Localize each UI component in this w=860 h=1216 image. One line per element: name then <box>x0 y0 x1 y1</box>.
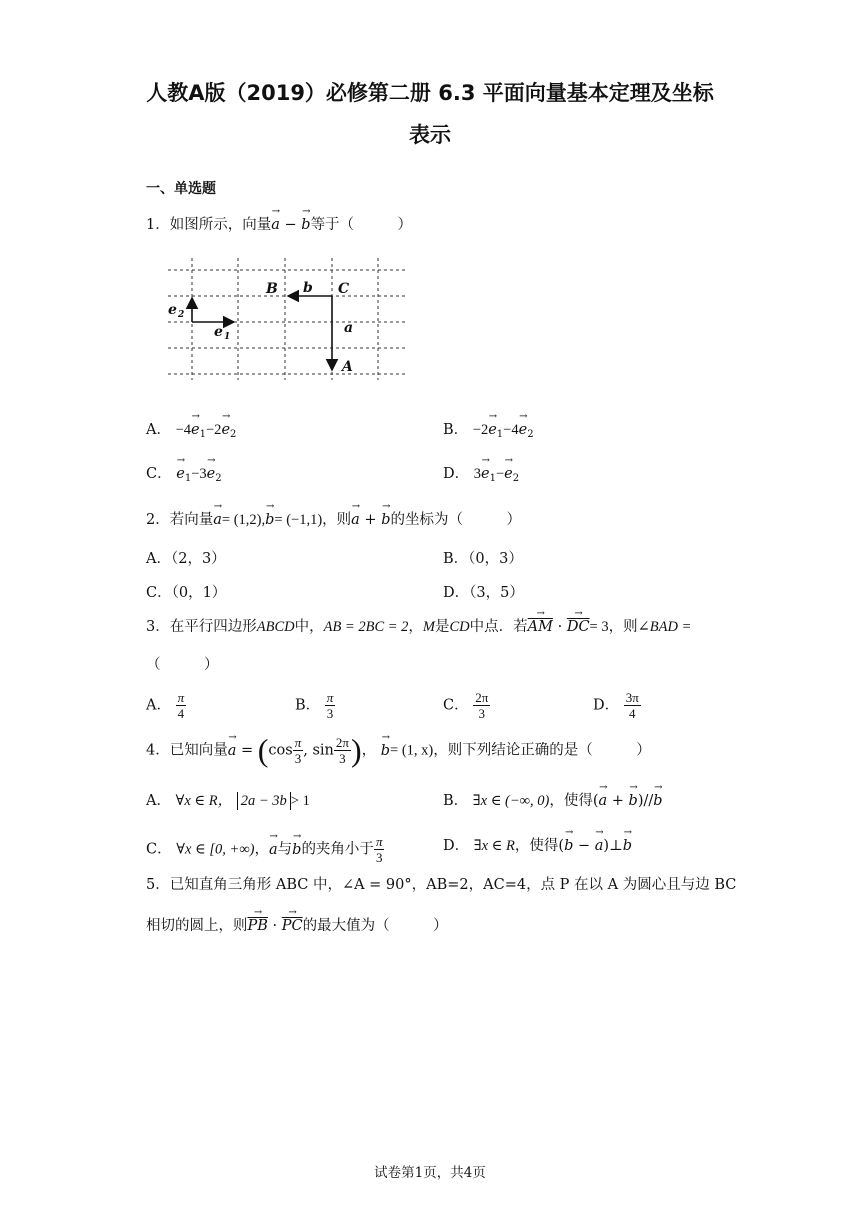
q1-text-post: 等于（ ） <box>310 217 413 233</box>
frac-num: 2π <box>335 735 349 750</box>
q2-text-mid: ，则 <box>322 512 352 528</box>
q3-text: 中点．若 <box>469 619 528 635</box>
q3-abcd: ABCD <box>256 619 295 635</box>
label-a: a <box>344 320 354 336</box>
q4-option-b[interactable]: B． ∃x ∈ (−∞, 0)，使得(→ a + → b)//→ b <box>443 789 663 810</box>
vec-b: → b <box>301 217 310 233</box>
option-value: （2，3） <box>170 551 226 567</box>
q1-text-pre: 如图所示，向量 <box>169 217 272 233</box>
option-rel: // <box>643 793 654 809</box>
label-e2: e <box>168 302 177 318</box>
q4-number: 4． <box>146 742 170 759</box>
q3-option-b[interactable] <box>295 690 335 721</box>
q2-number: 2． <box>146 512 170 528</box>
option-label: A． <box>146 793 171 809</box>
option-rel: ⊥ <box>609 838 623 854</box>
q1-option-d[interactable]: D． $3\to e_1-\to e_2$ <box>443 462 519 484</box>
question-2: 2．若向量→ a= (1,2),→ b= (−1,1)，则→ a + → b的坐标为（ ） <box>146 508 521 529</box>
option-label: B． <box>443 422 469 438</box>
q2-text-pre: 若向量 <box>169 512 214 528</box>
question-1: 1．如图所示，向量→ a − → b等于（ ） <box>146 213 412 234</box>
q3-m: M <box>422 619 435 635</box>
vec-am: → $\overline{AM}$ <box>528 619 553 635</box>
vec-dc: → $\overline{DC}$ <box>567 619 590 635</box>
option-text: ，使得 <box>514 838 559 854</box>
frac-num: 2π <box>475 690 489 705</box>
label-e2-sub: 2 <box>178 310 185 320</box>
q2-text-post: 的坐标为（ ） <box>390 512 521 528</box>
option-label: C． <box>146 585 172 601</box>
q3-eq: = 3 <box>589 619 609 635</box>
option-text: ， <box>254 841 269 858</box>
option-label: B． <box>443 793 469 809</box>
q5-line2-pre: 相切的圆上，则 <box>146 918 248 934</box>
section-heading: 一、单选题 <box>146 181 216 197</box>
q1-option-a[interactable]: A． $-4\to e_1-2\to e_2$ <box>146 418 236 440</box>
frac-den: 3 <box>339 751 346 766</box>
q3-text: 中， <box>294 619 324 635</box>
q4-option-c[interactable]: C． ∀x ∈ [0, +∞)，→ a与→ b的夹角小于 $\frac{\pi}{3}$ <box>146 834 384 865</box>
option-label: C． <box>443 697 469 714</box>
vec-a: → a <box>271 217 280 233</box>
q3-number: 3． <box>146 619 170 635</box>
option-label: D． <box>443 585 470 601</box>
q4-text-post: ，则下列结论正确的是（ ） <box>433 742 651 759</box>
frac-den: 3 <box>375 850 383 865</box>
option-label: B． <box>443 551 469 567</box>
q3-text: ， <box>408 619 423 635</box>
q4-sin: sin <box>312 742 334 759</box>
q3-option-c[interactable] <box>443 690 490 721</box>
option-quant: ∀x ∈ [0, +∞) <box>176 841 255 858</box>
frac-num: π <box>177 690 185 705</box>
q3-option-d[interactable] <box>593 690 641 721</box>
option-label: C． <box>146 841 172 858</box>
coef: −2 <box>206 422 222 438</box>
q3-angle: ∠BAD = <box>637 619 692 635</box>
coef: −4 <box>503 422 519 438</box>
q1-option-c[interactable]: C． → $e_1-3\to e_2$ <box>146 462 222 484</box>
option-label: A． <box>146 422 171 438</box>
q3-paren: （ ） <box>146 657 219 673</box>
q3-cd: CD <box>449 619 470 635</box>
q4-option-d[interactable]: D． ∃x ∈ R，使得(→ b − → a)⊥→ b <box>443 834 632 855</box>
doc-title-line1: 人教A版（2019）必修第二册 6.3 平面向量基本定理及坐标 <box>146 81 714 105</box>
option-label: A． <box>146 551 171 567</box>
option-expr: 2a − 3b <box>237 792 291 810</box>
frac-den: 3 <box>478 706 485 721</box>
option-rel: > 1 <box>290 793 310 809</box>
question-4: 4．已知向量→ a = (cos $\frac{\pi}{3}$ , sin $\frac{2\pi}{3}$ )， → b= (1, x)，则下列结论正确的是（ ） <box>146 732 651 769</box>
option-quant: ∀x ∈ R， <box>175 793 233 809</box>
vec-pc: → $\overline{PC}$ <box>282 918 303 934</box>
option-value: （0，1） <box>171 585 227 601</box>
option-label: D． <box>443 466 470 482</box>
q1-number: 1． <box>146 217 170 233</box>
q5-line1: 已知直角三角形 ABC 中，∠A = 90°，AB=2，AC=4，点 P 在以 A 为圆心且与边 BC <box>169 877 737 893</box>
frac-num: π <box>375 834 383 849</box>
option-text: 的夹角小于 <box>301 841 374 858</box>
label-b: b <box>303 280 313 296</box>
q2-option-a[interactable] <box>146 547 226 568</box>
coef: −3 <box>191 466 207 482</box>
question-5 <box>146 873 736 894</box>
q5-number: 5． <box>146 877 170 893</box>
doc-title-line2: 表示 <box>409 123 451 147</box>
option-quant: ∃x ∈ R <box>473 838 515 854</box>
frac-num: π <box>294 735 302 750</box>
option-label: D． <box>443 838 470 854</box>
frac-num: 3π <box>625 690 639 705</box>
frac-den: 3 <box>326 706 334 721</box>
frac-num: π <box>326 690 334 705</box>
grid-lines <box>168 258 405 380</box>
q3-text: ，则 <box>608 619 638 635</box>
option-text: ，使得 <box>549 793 593 809</box>
option-quant: ∃x ∈ (−∞, 0) <box>472 793 550 809</box>
label-C: C <box>338 281 350 297</box>
label-e1: e <box>214 324 223 340</box>
q3-text: 在平行四边形 <box>169 619 257 635</box>
frac-den: 4 <box>177 706 185 721</box>
coef: −2 <box>472 422 489 438</box>
coef: 3 <box>473 466 481 482</box>
q2-vec-a-value: = (1,2), <box>221 512 266 528</box>
q2-option-d[interactable] <box>443 581 524 602</box>
label-e1-sub: 1 <box>224 332 231 342</box>
question-3: 3．在平行四边形ABCD中，AB = 2BC = 2，M是CD中点．若→ $\overline{AM}$ · → $\overline{DC}= 3$，则∠BAD = <box>146 615 691 636</box>
q3-condition: AB = 2BC = 2 <box>323 619 409 635</box>
q1-option-b[interactable]: B． $-2\to e_1-4\to e_2$ <box>443 418 534 440</box>
option-label: C． <box>146 466 172 482</box>
q4-cos: cos <box>268 742 293 759</box>
q2-option-c[interactable] <box>146 581 226 602</box>
q1-vector-figure <box>160 254 410 380</box>
vec-pb: → $\overline{PB}$ <box>248 918 268 934</box>
option-label: D． <box>593 697 620 714</box>
label-B: B <box>266 281 278 297</box>
q5-line2-post: 的最大值为（ ） <box>302 918 448 934</box>
label-A: A <box>342 359 353 375</box>
frac-den: 4 <box>629 706 636 721</box>
q4-option-a[interactable] <box>146 789 310 810</box>
option-text: 与 <box>277 841 293 858</box>
q4-text-pre: 已知向量 <box>169 742 228 759</box>
q2-option-b[interactable] <box>443 547 523 568</box>
coef: −4 <box>175 422 192 438</box>
frac-den: 3 <box>294 751 302 766</box>
option-value: （3，5） <box>469 585 524 601</box>
q4-b-value: = (1, x) <box>390 742 434 759</box>
q3-option-a[interactable] <box>146 690 186 721</box>
q3-text: 是 <box>435 619 450 635</box>
option-label: B． <box>295 697 321 714</box>
q2-vec-b-value: = (−1,1) <box>274 512 323 528</box>
option-value: （0，3） <box>468 551 523 567</box>
coef: − <box>495 466 505 482</box>
question-5-line2: 相切的圆上，则→ $\overline{PB}$ · → $\overline{PC}$的最大值为（ ） <box>146 914 448 935</box>
option-label: A． <box>146 697 171 714</box>
page-footer: 试卷第1页，共4页 <box>374 1165 486 1181</box>
